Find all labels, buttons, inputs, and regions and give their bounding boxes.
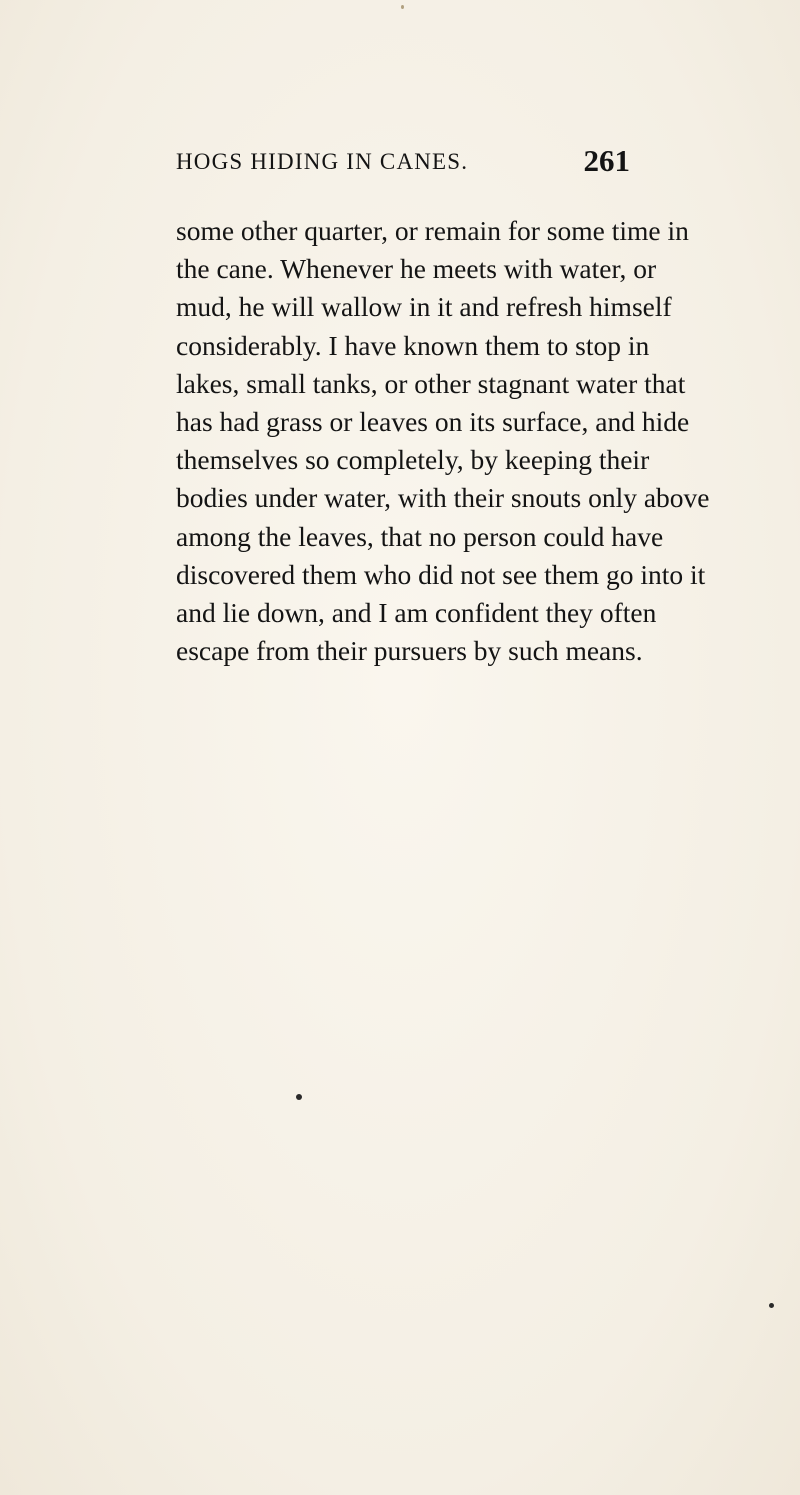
running-head: HOGS HIDING IN CANES. — [176, 149, 469, 174]
page-header — [176, 143, 630, 183]
ink-speck — [296, 1094, 302, 1100]
text-line: the cane. Whenever he meets with water, or — [176, 253, 657, 285]
text-line: considerably. I have known them to stop in — [176, 329, 650, 361]
text-line: among the leaves, that no person could have — [176, 520, 664, 552]
ink-speck — [401, 5, 404, 9]
text-line: mud, he will wallow in it and refresh himself — [176, 291, 672, 323]
text-line: has had grass or leaves on its surface, and hide — [176, 406, 690, 438]
text-line: themselves so completely, by keeping their — [176, 444, 650, 476]
page-number: 261 — [583, 143, 630, 178]
text-line: escape from their pursuers by such means. — [176, 635, 643, 667]
text-line: bodies under water, with their snouts only above — [176, 482, 710, 514]
text-line: some other quarter, or remain for some time in — [176, 215, 689, 246]
text-line: and lie down, and I am confident they often — [176, 597, 657, 629]
text-line: discovered them who did not see them go into it — [176, 558, 706, 590]
ink-speck — [769, 1303, 774, 1308]
body-paragraph — [176, 212, 710, 670]
text-line: lakes, small tanks, or other stagnant water that — [176, 367, 686, 399]
